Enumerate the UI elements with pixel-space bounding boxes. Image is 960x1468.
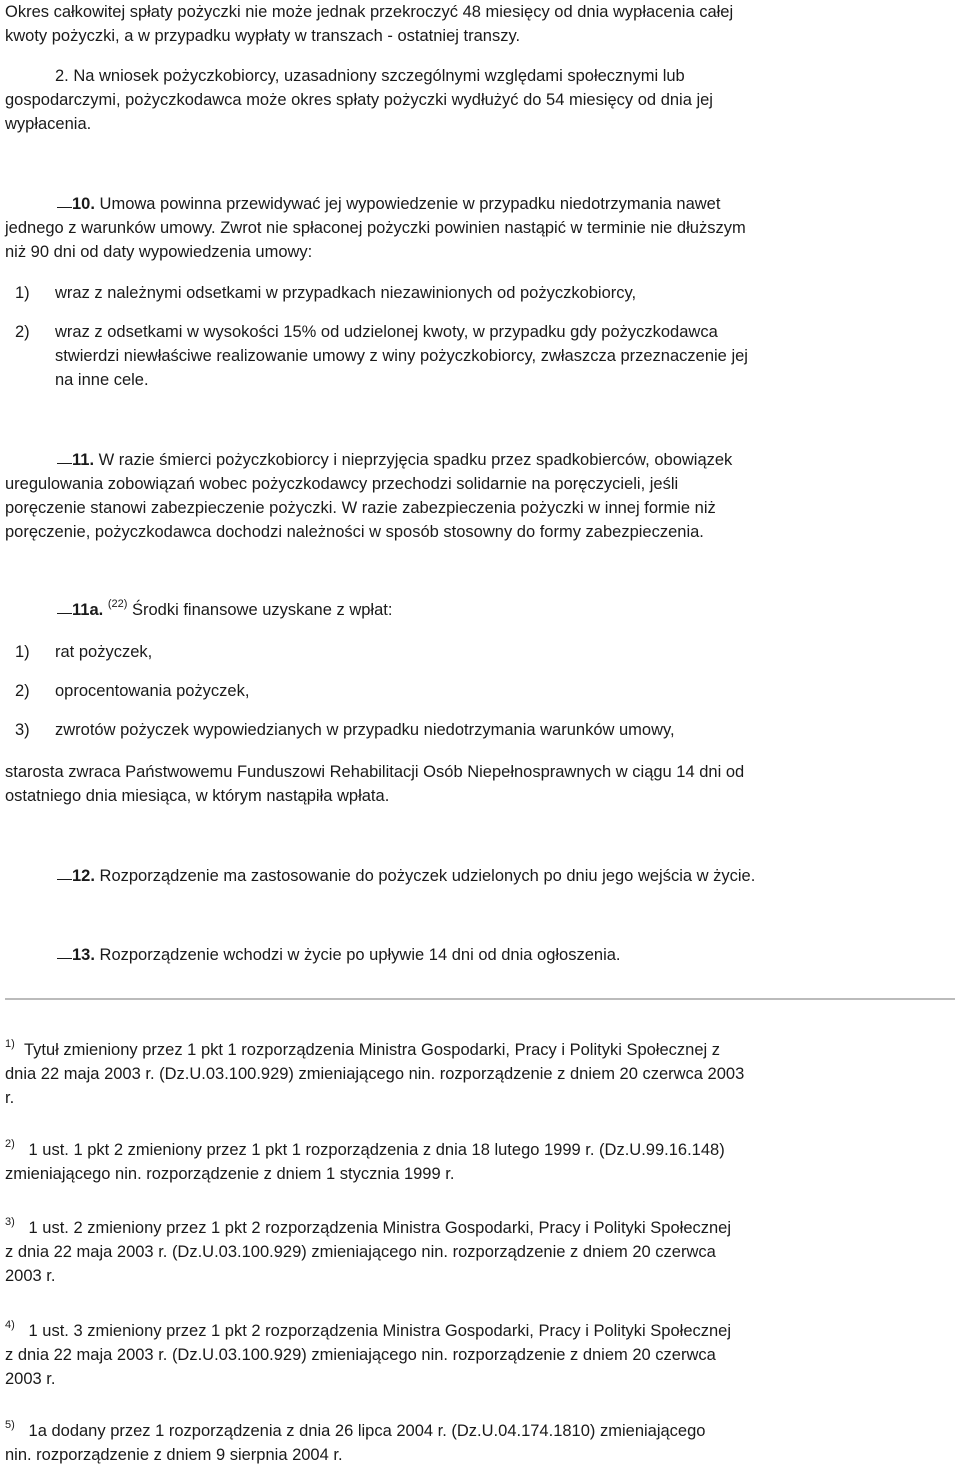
section-number: 13.	[72, 946, 95, 964]
section-11a-closing	[5, 760, 955, 808]
footnote-text: nin. rozporządzenie z dniem 9 sierpnia 2004 r.	[5, 1446, 343, 1464]
footnote-text: 1 ust. 1 pkt 2 zmieniony przez 1 pkt 1 rozporządzenia z dnia 18 lutego 1999 r. (Dz.U.99.16.148)	[23, 1141, 725, 1159]
list-number: 2)	[15, 682, 30, 700]
section-10-list	[15, 281, 955, 392]
text-line: Rozporządzenie ma zastosowanie do pożyczek udzielonych po dniu jego wejścia w życie.	[99, 867, 756, 885]
list-text: oprocentowania pożyczek,	[55, 682, 250, 700]
list-item	[15, 679, 955, 703]
section-11a	[5, 598, 955, 622]
text-line: gospodarczymi, pożyczkodawca może okres spłaty pożyczki wydłużyć do 54 miesięcy od dnia jej	[5, 91, 713, 109]
footnote-text: z dnia 22 maja 2003 r. (Dz.U.03.100.929) zmieniającego nin. rozporządzenie z dniem 20 czerwca	[5, 1346, 716, 1364]
list-item	[15, 320, 955, 392]
footnote-divider	[5, 998, 955, 1000]
footnote-1	[5, 1038, 955, 1110]
footnote-text: zmieniającego nin. rozporządzenie z dniem 1 stycznia 1999 r.	[5, 1165, 455, 1183]
footnote-3	[5, 1216, 955, 1288]
footnote-text: 1 ust. 2 zmieniony przez 1 pkt 2 rozporządzenia Ministra Gospodarki, Pracy i Polityki Społecznej	[23, 1219, 732, 1237]
footnote-text: 2003 r.	[5, 1267, 56, 1285]
footnote-text: 2003 r.	[5, 1370, 56, 1388]
list-text: zwrotów pożyczek wypowiedzianych w przypadku niedotrzymania warunków umowy,	[55, 721, 675, 739]
text-line: wypłacenia.	[5, 115, 92, 133]
section-10	[5, 192, 955, 264]
text-line: 2. Na wniosek pożyczkobiorcy, uzasadniony szczególnymi względami społecznymi lub	[55, 67, 685, 85]
text-line: starosta zwraca Państwowemu Funduszowi Rehabilitacji Osób Niepełnosprawnych w ciągu 14 dni od	[5, 763, 745, 781]
section-number: 12.	[72, 867, 95, 885]
footnote-4	[5, 1319, 955, 1391]
text-line: ostatniego dnia miesiąca, w którym nastąpiła wpłata.	[5, 787, 390, 805]
paragraph-term-limit	[5, 0, 955, 48]
text-line: Rozporządzenie wchodzi w życie po upływie 14 dni od dnia ogłoszenia.	[99, 946, 621, 964]
list-item	[15, 281, 955, 305]
footnote-5	[5, 1419, 955, 1467]
list-item	[15, 718, 955, 742]
list-text: wraz z odsetkami w wysokości 15% od udzielonej kwoty, w przypadku gdy pożyczkodawca stwierdzi niewłaściwe realizowanie umowy z winy pożyczkobiorcy, zwłaszcza przeznaczenie jej na inne cele.	[55, 323, 748, 389]
text-line: Środki finansowe uzyskane z wpłat:	[131, 601, 393, 619]
reference-superscript: (22)	[107, 598, 128, 610]
section-12	[5, 864, 955, 888]
footnote-text: 1a dodany przez 1 rozporządzenia z dnia 26 lipca 2004 r. (Dz.U.04.174.1810) zmieniającego	[23, 1422, 706, 1440]
text-line: kwoty pożyczki, a w przypadku wypłaty w transzach - ostatniej transzy.	[5, 27, 521, 45]
list-item	[15, 640, 955, 664]
text-line: Umowa powinna przewidywać jej wypowiedzenie w przypadku niedotrzymania nawet	[99, 195, 721, 213]
section-13	[5, 943, 955, 967]
list-number: 3)	[15, 721, 30, 739]
list-text: wraz z należnymi odsetkami w przypadkach niezawinionych od pożyczkobiorcy,	[55, 284, 637, 302]
paragraph-point-2	[5, 64, 955, 136]
footnote-mark: 4)	[5, 1319, 15, 1331]
footnote-text: r.	[5, 1089, 15, 1107]
text-line: jednego z warunków umowy. Zwrot nie spłaconej pożyczki powinien nastąpić w terminie nie dłuższym	[5, 219, 746, 237]
list-number: 1)	[15, 643, 30, 661]
text-line: uregulowania zobowiązań wobec pożyczkodawcy przechodzi solidarnie na poręczycieli, jeśli	[5, 475, 679, 493]
section-11a-list	[15, 640, 955, 742]
section-11	[5, 448, 955, 544]
section-number: 10.	[72, 195, 95, 213]
section-number: 11.	[72, 451, 95, 469]
section-number: 11a.	[72, 601, 104, 619]
footnote-text: dnia 22 maja 2003 r. (Dz.U.03.100.929) zmieniającego nin. rozporządzenie z dniem 20 czerwca 2003	[5, 1065, 745, 1083]
footnote-text: 1 ust. 3 zmieniony przez 1 pkt 2 rozporządzenia Ministra Gospodarki, Pracy i Polityki Społecznej	[23, 1322, 732, 1340]
list-text: rat pożyczek,	[55, 643, 153, 661]
text-line: Okres całkowitej spłaty pożyczki nie może jednak przekroczyć 48 miesięcy od dnia wypłacenia całej	[5, 3, 734, 21]
text-line: niż 90 dni od daty wypowiedzenia umowy:	[5, 243, 313, 261]
text-line: poręczenie stanowi zabezpieczenie pożyczki. W razie zabezpieczenia pożyczki w innej formie niż	[5, 499, 716, 517]
list-number: 2)	[15, 323, 30, 341]
footnote-text: z dnia 22 maja 2003 r. (Dz.U.03.100.929) zmieniającego nin. rozporządzenie z dniem 20 czerwca	[5, 1243, 716, 1261]
footnote-2	[5, 1138, 955, 1186]
footnote-text: Tytuł zmieniony przez 1 pkt 1 rozporządzenia Ministra Gospodarki, Pracy i Polityki Społecznej z	[23, 1041, 720, 1059]
footnote-mark: 3)	[5, 1216, 15, 1228]
footnote-mark: 1)	[5, 1038, 15, 1050]
footnote-mark: 2)	[5, 1138, 15, 1150]
footnote-mark: 5)	[5, 1419, 15, 1431]
text-line: poręczenie, pożyczkodawca dochodzi należności w sposób stosowny do formy zabezpieczenia.	[5, 523, 704, 541]
list-number: 1)	[15, 284, 30, 302]
text-line: W razie śmierci pożyczkobiorcy i nieprzyjęcia spadku przez spadkobierców, obowiązek	[98, 451, 733, 469]
